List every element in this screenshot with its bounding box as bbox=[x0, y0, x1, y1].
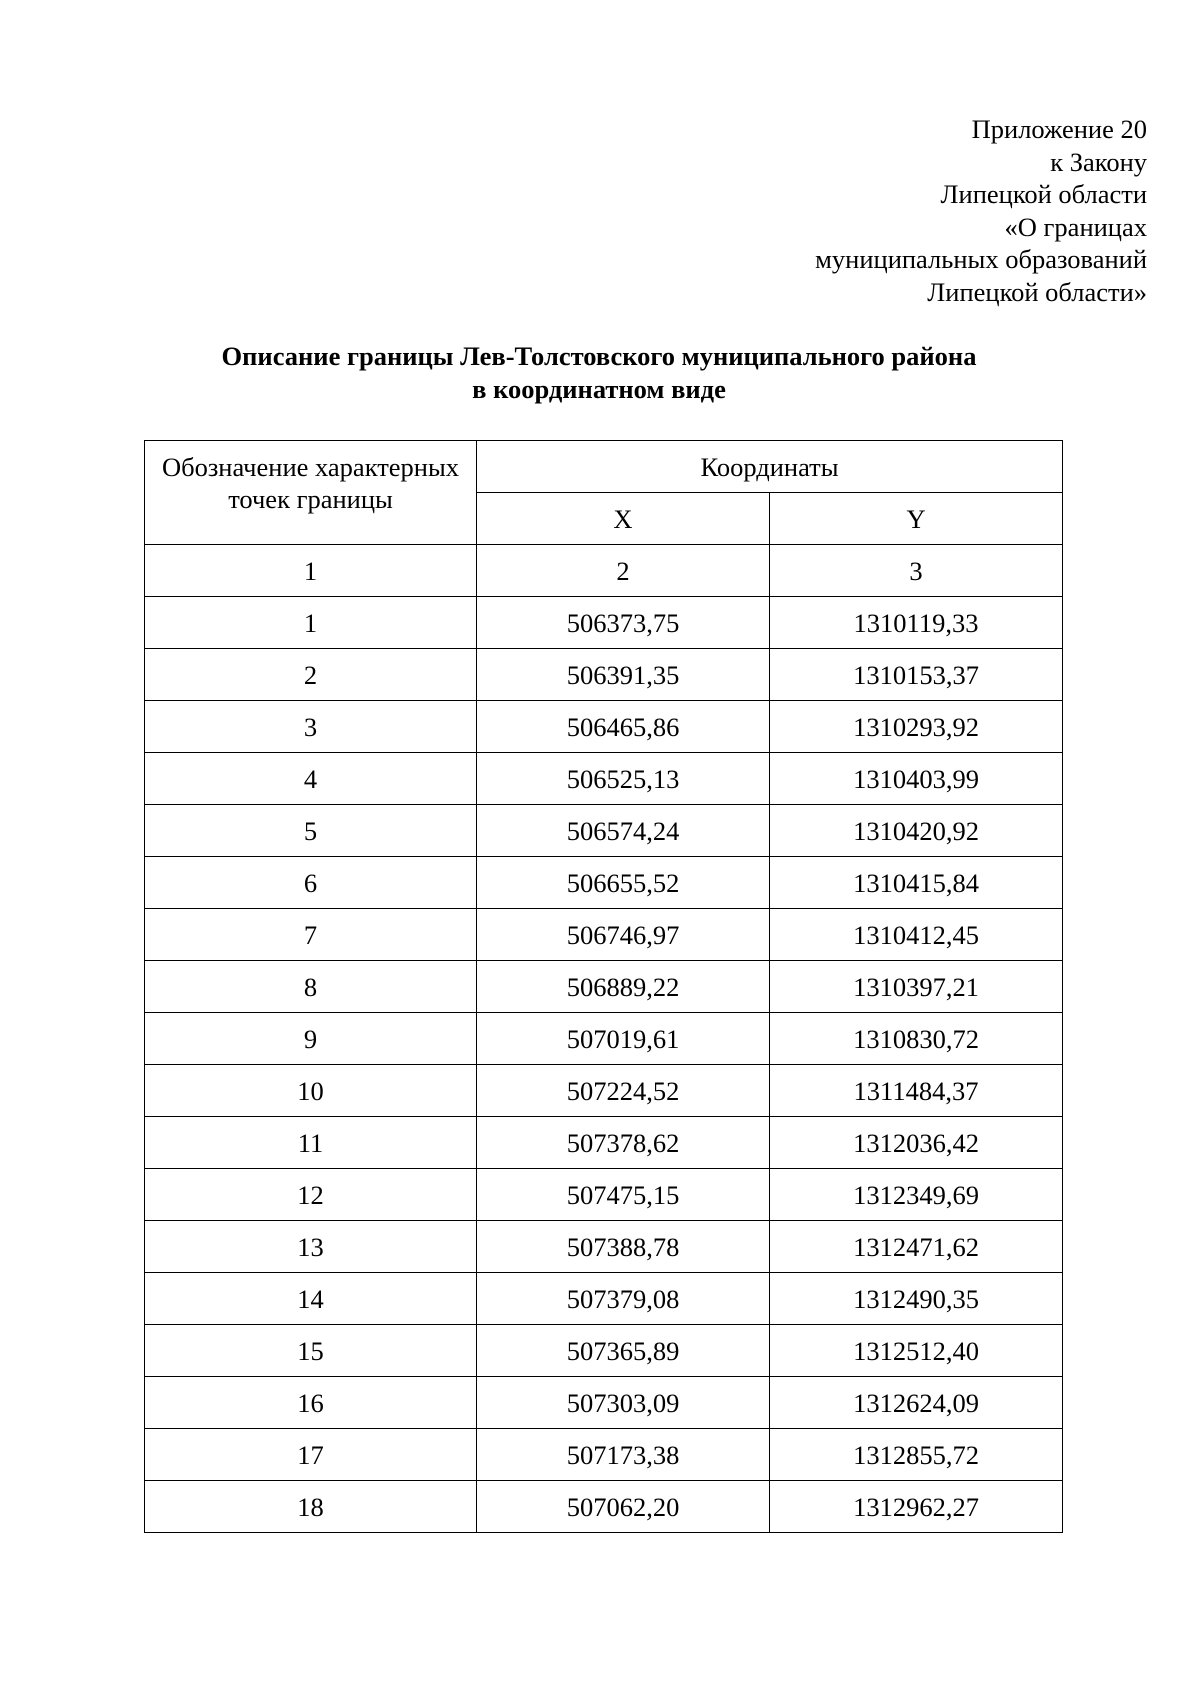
table-row bbox=[145, 1377, 1063, 1429]
y-coordinate-cell: 1310420,92 bbox=[770, 805, 1063, 857]
point-number-cell: 2 bbox=[145, 649, 477, 701]
appendix-block bbox=[647, 113, 1147, 308]
x-coordinate-cell: 506746,97 bbox=[477, 909, 770, 961]
point-number-cell: 15 bbox=[145, 1325, 477, 1377]
y-coordinate-cell: 1310415,84 bbox=[770, 857, 1063, 909]
point-number-cell: 14 bbox=[145, 1273, 477, 1325]
y-coordinate-cell: 1310412,45 bbox=[770, 909, 1063, 961]
table-row bbox=[145, 701, 1063, 753]
point-number-cell: 16 bbox=[145, 1377, 477, 1429]
x-coordinate-cell: 507019,61 bbox=[477, 1013, 770, 1065]
table-row bbox=[145, 1221, 1063, 1273]
y-coordinate-cell: 1310397,21 bbox=[770, 961, 1063, 1013]
y-coordinate-cell: 1311484,37 bbox=[770, 1065, 1063, 1117]
x-coordinate-cell: 507303,09 bbox=[477, 1377, 770, 1429]
y-coordinate-cell: 1312512,40 bbox=[770, 1325, 1063, 1377]
table-row bbox=[145, 1273, 1063, 1325]
point-designation-header: Обозначение характерных точек границы bbox=[145, 441, 477, 545]
appendix-line: Приложение 20 bbox=[971, 114, 1147, 144]
y-coordinate-cell: 1312855,72 bbox=[770, 1429, 1063, 1481]
x-header: X bbox=[477, 493, 770, 545]
point-number-cell: 9 bbox=[145, 1013, 477, 1065]
x-coordinate-cell: 506889,22 bbox=[477, 961, 770, 1013]
y-coordinate-cell: 1310403,99 bbox=[770, 753, 1063, 805]
table-row bbox=[145, 1325, 1063, 1377]
y-coordinate-cell: 1312962,27 bbox=[770, 1481, 1063, 1533]
y-coordinate-cell: 1310153,37 bbox=[770, 649, 1063, 701]
column-number: 3 bbox=[770, 545, 1063, 597]
point-number-cell: 13 bbox=[145, 1221, 477, 1273]
point-number-cell: 4 bbox=[145, 753, 477, 805]
column-number-row bbox=[145, 545, 1063, 597]
y-coordinate-cell: 1312624,09 bbox=[770, 1377, 1063, 1429]
y-coordinate-cell: 1312349,69 bbox=[770, 1169, 1063, 1221]
table-row bbox=[145, 805, 1063, 857]
y-coordinate-cell: 1310293,92 bbox=[770, 701, 1063, 753]
point-number-cell: 6 bbox=[145, 857, 477, 909]
x-coordinate-cell: 506525,13 bbox=[477, 753, 770, 805]
table-row bbox=[145, 1013, 1063, 1065]
point-number-cell: 7 bbox=[145, 909, 477, 961]
table-row bbox=[145, 1169, 1063, 1221]
x-coordinate-cell: 506655,52 bbox=[477, 857, 770, 909]
x-coordinate-cell: 507365,89 bbox=[477, 1325, 770, 1377]
y-coordinate-cell: 1312036,42 bbox=[770, 1117, 1063, 1169]
point-number-cell: 12 bbox=[145, 1169, 477, 1221]
appendix-line: Липецкой области bbox=[940, 179, 1147, 209]
x-coordinate-cell: 506373,75 bbox=[477, 597, 770, 649]
coordinates-table-body bbox=[145, 597, 1063, 1533]
y-coordinate-cell: 1310830,72 bbox=[770, 1013, 1063, 1065]
appendix-line: Липецкой области» bbox=[927, 276, 1147, 307]
x-coordinate-cell: 507224,52 bbox=[477, 1065, 770, 1117]
table-row bbox=[145, 1117, 1063, 1169]
point-number-cell: 1 bbox=[145, 597, 477, 649]
x-coordinate-cell: 506574,24 bbox=[477, 805, 770, 857]
document-title-line: Описание границы Лев-Толстовского муниципального района bbox=[221, 341, 977, 371]
x-coordinate-cell: 507388,78 bbox=[477, 1221, 770, 1273]
y-header: Y bbox=[770, 493, 1063, 545]
table-row bbox=[145, 649, 1063, 701]
y-coordinate-cell: 1310119,33 bbox=[770, 597, 1063, 649]
x-coordinate-cell: 507379,08 bbox=[477, 1273, 770, 1325]
point-number-cell: 5 bbox=[145, 805, 477, 857]
x-coordinate-cell: 506465,86 bbox=[477, 701, 770, 753]
table-row bbox=[145, 1065, 1063, 1117]
table-row bbox=[145, 961, 1063, 1013]
table-row bbox=[145, 1429, 1063, 1481]
point-number-cell: 10 bbox=[145, 1065, 477, 1117]
column-number: 2 bbox=[477, 545, 770, 597]
coordinates-table bbox=[144, 440, 1063, 1533]
point-number-cell: 11 bbox=[145, 1117, 477, 1169]
appendix-line: к Закону bbox=[1050, 146, 1147, 177]
point-number-cell: 17 bbox=[145, 1429, 477, 1481]
table-row bbox=[145, 597, 1063, 649]
table-row bbox=[145, 1481, 1063, 1533]
coordinates-header: Координаты bbox=[477, 441, 1063, 493]
column-number: 1 bbox=[145, 545, 477, 597]
table-header-row bbox=[145, 441, 1063, 493]
y-coordinate-cell: 1312490,35 bbox=[770, 1273, 1063, 1325]
point-number-cell: 3 bbox=[145, 701, 477, 753]
x-coordinate-cell: 506391,35 bbox=[477, 649, 770, 701]
x-coordinate-cell: 507378,62 bbox=[477, 1117, 770, 1169]
x-coordinate-cell: 507173,38 bbox=[477, 1429, 770, 1481]
document-title-line: в координатном виде bbox=[472, 374, 726, 404]
table-row bbox=[145, 753, 1063, 805]
x-coordinate-cell: 507475,15 bbox=[477, 1169, 770, 1221]
point-number-cell: 18 bbox=[145, 1481, 477, 1533]
point-number-cell: 8 bbox=[145, 961, 477, 1013]
y-coordinate-cell: 1312471,62 bbox=[770, 1221, 1063, 1273]
table-row bbox=[145, 857, 1063, 909]
x-coordinate-cell: 507062,20 bbox=[477, 1481, 770, 1533]
appendix-line: муниципальных образований bbox=[815, 244, 1147, 274]
table-row bbox=[145, 909, 1063, 961]
document-title bbox=[140, 340, 1058, 406]
appendix-line: «О границах bbox=[1004, 211, 1147, 242]
